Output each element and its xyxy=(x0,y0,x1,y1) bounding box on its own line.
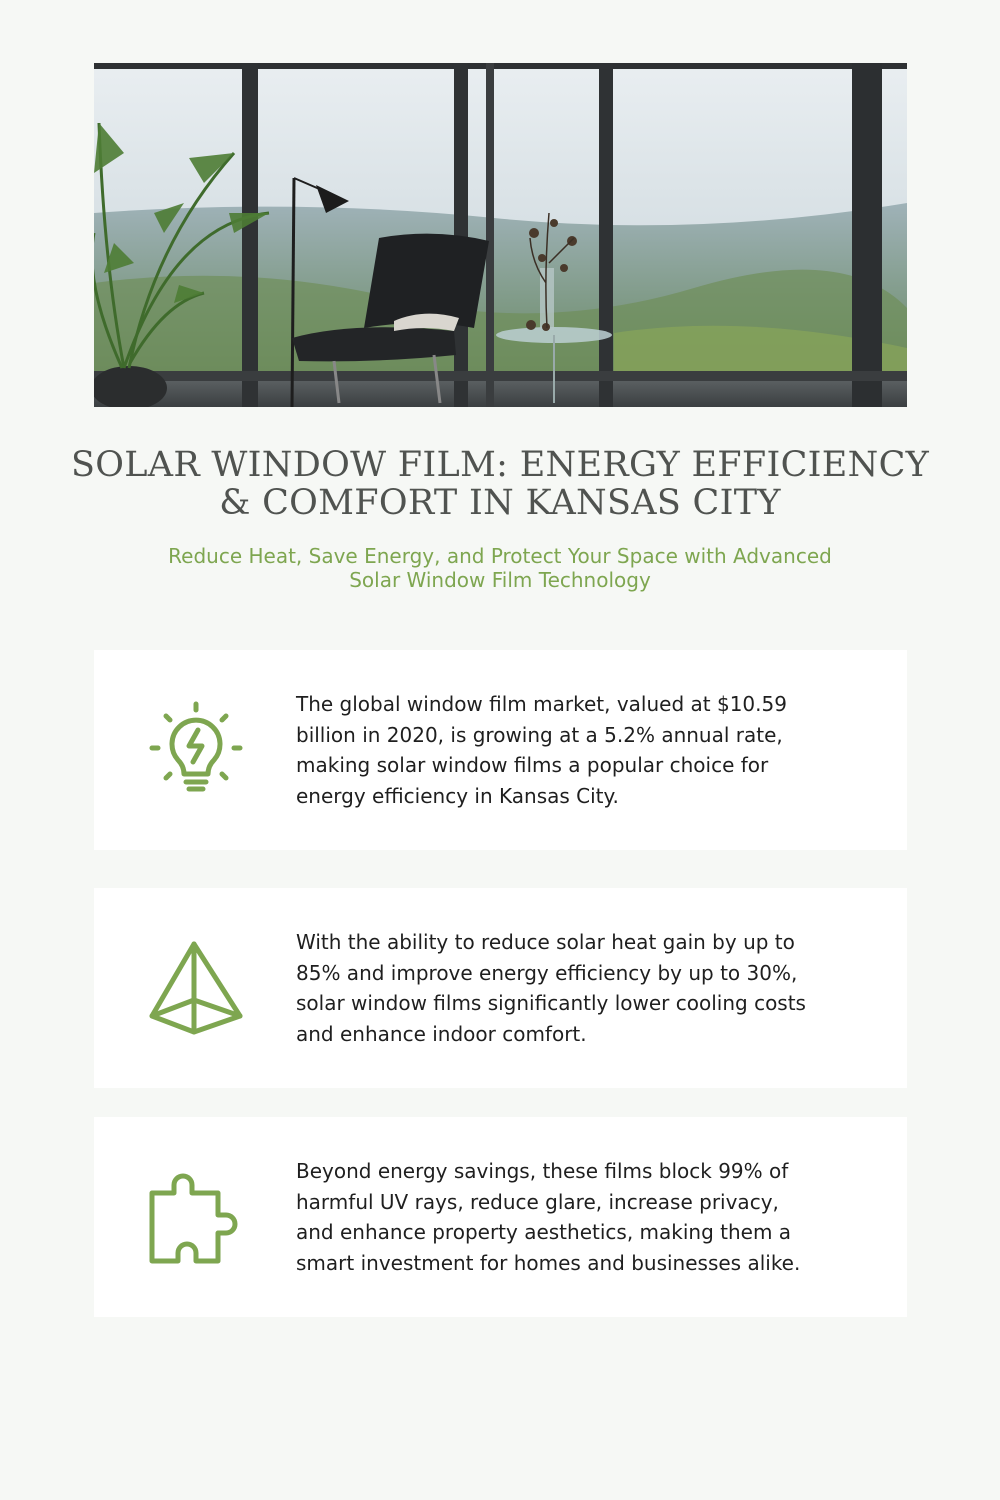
puzzle-piece-icon xyxy=(146,1167,246,1267)
card-text: Beyond energy savings, these films block 99% of harmful UV rays, reduce glare, increase privacy, and enhance property aesthetics, making them a smart investment for homes and businesses alike. xyxy=(296,1159,801,1275)
pyramid-icon xyxy=(146,938,246,1038)
info-card-uv-protection xyxy=(94,1117,907,1317)
info-card-market xyxy=(94,650,907,850)
hero-image xyxy=(94,63,907,407)
sunroom-illustration xyxy=(94,63,907,407)
page-subtitle: Reduce Heat, Save Energy, and Protect Your Space with Advanced Solar Window Film Technology xyxy=(168,544,832,592)
info-card-heat-reduction xyxy=(94,888,907,1088)
card-text: The global window film market, valued at $10.59 billion in 2020, is growing at a 5.2% annual rate, making solar window films a popular choice for energy efficiency in Kansas City. xyxy=(296,692,787,808)
lightbulb-bolt-icon xyxy=(146,700,246,800)
page-title: SOLAR WINDOW FILM: ENERGY EFFICIENCY & COMFORT IN KANSAS CITY xyxy=(70,445,930,523)
card-text: With the ability to reduce solar heat gain by up to 85% and improve energy efficiency by up to 30%, solar window films significantly lower cooling costs and enhance indoor comfort. xyxy=(296,930,806,1046)
